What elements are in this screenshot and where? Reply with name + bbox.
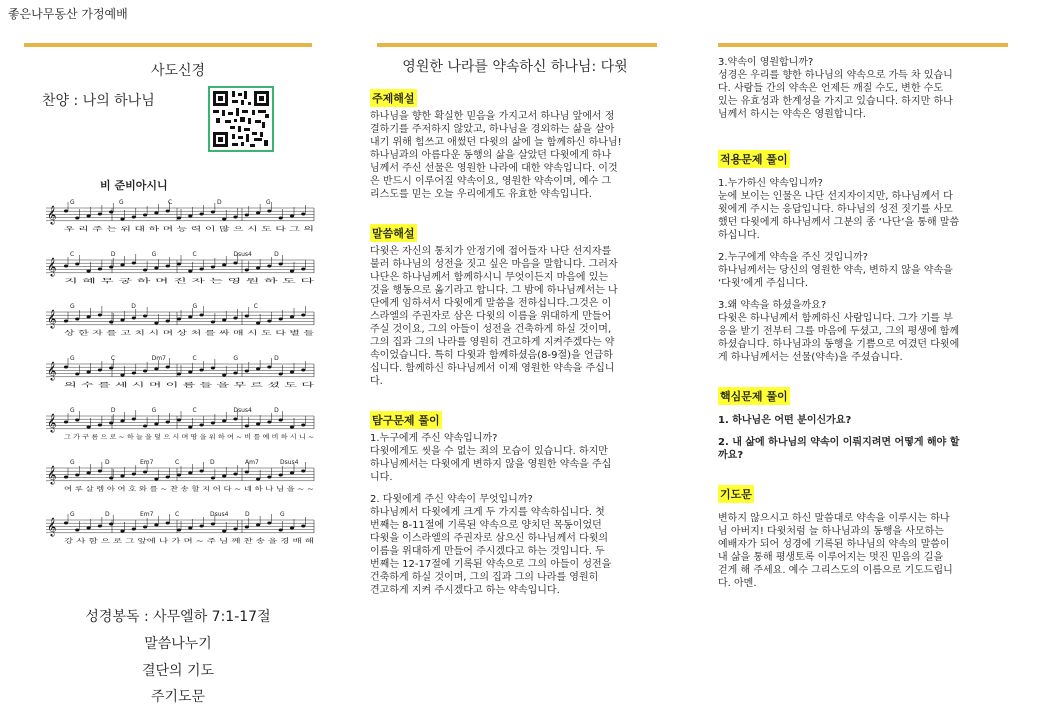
lords-prayer: 주기도문 (150, 689, 206, 705)
lyric-line: 그 가 구 름 으 로 ~ 하 늘 을 덮 으 시 며 땅 을 위 하 여 ~ 비 를 예 비 하 시 니 ~ (64, 434, 283, 441)
note-head (267, 476, 271, 479)
chord-label: D (105, 459, 110, 466)
apply-q2-line: 2.누구에게 약속을 주신 것입니까? (718, 252, 868, 263)
chord-label: G (70, 459, 75, 466)
word-text-line: 그의 집과 그의 나라를 영원히 견고하게 지켜주겠다는 약 (370, 337, 615, 348)
note-head (109, 321, 113, 324)
note-head (290, 371, 294, 374)
prayer-text-line: 예배자가 되어 성경에 기록된 하나님의 약속의 말씀이 (718, 539, 950, 550)
note-head (279, 419, 283, 422)
explore-q3-line: 3.약속이 영원합니까? (718, 57, 814, 68)
note-head (200, 424, 204, 427)
apply-q2 (718, 251, 1018, 290)
core-q1: 1. 하나님은 어떤 분이신가요? (718, 415, 852, 426)
note-head (154, 368, 158, 371)
word-text-line: 다윗은 자신의 통치가 안정기에 접어들자 나단 선지자를 (370, 246, 612, 257)
treble-clef-icon: 𝄞 (47, 465, 57, 484)
note-head (87, 270, 91, 273)
note-head (166, 421, 170, 424)
note-head (290, 316, 294, 319)
word-text-line: 십니다. 함께하신 하나님께서 이제 영원한 약속을 주십니 (370, 363, 615, 374)
chord-label: C (168, 199, 173, 206)
note-head (120, 530, 124, 533)
note-head (211, 422, 215, 425)
theme-text-line: 님께서 주신 선물은 영원한 나라에 대한 약속입니다. 이것 (370, 163, 618, 174)
note-head (200, 470, 204, 473)
note-head (256, 524, 260, 527)
chord-label: C (175, 511, 180, 518)
note-head (98, 213, 102, 216)
note-head (245, 315, 249, 318)
sermon-title: 영원한 나라를 약속하신 하나님: 다윗 (402, 59, 628, 75)
note-head (166, 522, 170, 525)
explore-q1 (370, 432, 660, 484)
prayer-heading: 기도문 (718, 485, 754, 503)
note-head (301, 369, 305, 372)
note-head (200, 525, 204, 528)
chord-label: G (70, 199, 75, 206)
chord-label: Dsus4 (210, 511, 229, 518)
note-head (200, 314, 204, 317)
note-head (188, 527, 192, 530)
note-head (279, 529, 283, 532)
note-head (233, 262, 237, 265)
sheet-music (42, 180, 324, 550)
note-head (143, 526, 147, 529)
prayer-text-line: 변하지 않으시고 하신 말씀대로 약속을 이루시는 하나 (718, 513, 950, 524)
theme-text (370, 110, 660, 201)
chord-label: C (110, 355, 116, 362)
apply-heading: 적용문제 풀이 (718, 150, 790, 168)
chord-label: C (253, 303, 258, 310)
explore-q2-line: 다윗을 이스라엘의 주권자로 삼으신 하나님께서 다윗의 (370, 533, 609, 544)
explore-q1-line: 하나님께서는 다윗에게 변하지 않을 영원한 약속을 주십 (370, 459, 612, 470)
explore-q1-line: 1.누구에게 주신 약속입니까? (370, 433, 498, 444)
chord-label: G (266, 199, 271, 206)
apply-q3-line: 하셨습니다. 하나님과의 동행을 기쁨으로 여겼던 다윗에 (718, 339, 960, 350)
prayer-of-decision: 결단의 기도 (141, 663, 215, 679)
theme-text-line: 결하기를 주저하지 않았고, 하나님을 경외하는 삶을 살아 (370, 124, 615, 135)
prayer-text (718, 512, 1018, 590)
note-head (75, 529, 79, 532)
note-head (177, 373, 181, 376)
explore-q2-line: 번째는 8-11절에 기록된 약속으로 양치던 목동이었던 (370, 520, 602, 531)
note-head (132, 262, 136, 265)
note-head (143, 214, 147, 217)
word-heading: 말씀해설 (370, 224, 417, 242)
note-head (256, 322, 260, 325)
chord-label: D (210, 459, 215, 466)
note-head (64, 265, 68, 268)
note-head (290, 215, 294, 218)
lyric-line: 강 사 함 으 로 그 앞에 나 가 며 ~ 주 님 께 찬 송 을 경 배 해 (64, 538, 227, 545)
apply-q3-line: 3.왜 약속을 하셨을까요? (718, 300, 827, 311)
note-head (109, 477, 113, 480)
note-head (245, 526, 249, 529)
chord-label: G (70, 303, 75, 310)
word-text-line: 것을 행동으로 옮기라고 합니다. 그 밤에 하나님께서는 나 (370, 285, 618, 296)
note-head (233, 216, 237, 219)
note-head (166, 265, 170, 268)
word-text-line: 다. (370, 376, 383, 387)
note-head (87, 472, 91, 475)
note-head (279, 217, 283, 220)
core-q2 (718, 436, 1018, 462)
note-head (245, 471, 249, 474)
note-head (154, 322, 158, 325)
note-head (245, 214, 249, 217)
document-header: 좋은나무동산 가정예배 (8, 7, 128, 21)
note-head (75, 318, 79, 321)
chord-label: D (105, 511, 110, 518)
note-head (98, 268, 102, 271)
apply-q3-line: 응을 받기 전부터 그를 마음에 두셨고, 그의 평생에 함께 (718, 326, 960, 337)
sharing: 말씀나누기 (144, 636, 212, 652)
note-head (109, 422, 113, 425)
note-head (166, 476, 170, 479)
note-head (188, 426, 192, 429)
note-head (301, 268, 305, 271)
note-head (290, 270, 294, 273)
lyric-line: 의 수 를 세 시 며 이 름 들 을 부 르 셨 도 다 (64, 382, 182, 389)
prayer-text-line: 내 삶을 통해 평생토록 이루어지는 멋진 믿음의 길을 (718, 552, 944, 563)
note-head (166, 366, 170, 369)
explore-q2 (370, 493, 660, 597)
chord-label: D (274, 251, 279, 258)
apply-q3 (718, 299, 1018, 364)
note-head (301, 424, 305, 427)
note-head (200, 369, 204, 372)
note-head (75, 263, 79, 266)
note-head (256, 478, 260, 481)
note-head (75, 474, 79, 477)
note-head (75, 217, 79, 220)
note-head (211, 321, 215, 324)
theme-text-line: 은 반드시 이루어질 약속이요, 영원한 약속이며, 예수 그 (370, 176, 612, 187)
note-head (143, 370, 147, 373)
note-head (143, 471, 147, 474)
note-head (279, 373, 283, 376)
chord-label: G (280, 511, 285, 518)
explore-q3-line: 있는 유효성과 한계성을 가지고 있습니다. 하지만 하나 (718, 96, 953, 107)
note-head (120, 319, 124, 322)
word-text-line: 주실 것이요, 그의 아들이 성전을 건축하게 하실 것이며, (370, 324, 612, 335)
note-head (267, 522, 271, 525)
note-head (211, 211, 215, 214)
note-head (177, 529, 181, 532)
note-head (132, 473, 136, 476)
note-head (200, 213, 204, 216)
chord-label: C (70, 251, 75, 258)
word-text-line: 나단은 하나님께서 함께하시니 무엇이든지 마음에 있는 (370, 272, 609, 283)
note-head (64, 522, 68, 525)
theme-text-line: 리스도를 믿는 오늘 우리에게도 유효한 약속입니다. (370, 189, 592, 200)
note-head (132, 418, 136, 421)
note-head (222, 530, 226, 533)
note-head (200, 268, 204, 271)
apply-q2-line: ‘다윗’에게 주십니다. (718, 278, 808, 289)
note-head (188, 371, 192, 374)
chord-label: D (110, 251, 116, 258)
note-head (245, 370, 249, 373)
note-head (98, 470, 102, 473)
note-head (154, 524, 158, 527)
chord-label: G (70, 355, 75, 362)
note-head (120, 264, 124, 267)
note-head (211, 523, 215, 526)
explore-q3 (718, 56, 1018, 121)
note-head (120, 475, 124, 478)
note-head (222, 420, 226, 423)
column-divider-middle (377, 43, 657, 47)
apply-q1-line: 윗에게 주시는 응답입니다. 하나님의 성전 짓기를 사모 (718, 204, 953, 215)
note-head (222, 264, 226, 267)
note-head (132, 372, 136, 375)
column-divider-left (24, 43, 312, 47)
note-head (188, 270, 192, 273)
note-head (132, 317, 136, 320)
note-head (267, 366, 271, 369)
note-head (177, 419, 181, 422)
note-head (256, 368, 260, 371)
note-head (98, 369, 102, 372)
note-head (301, 525, 305, 528)
explore-heading: 탐구문제 풀이 (370, 411, 442, 429)
note-head (301, 213, 305, 216)
note-head (177, 318, 181, 321)
chord-label: G (151, 407, 157, 414)
chord-label: G (119, 199, 124, 206)
note-head (64, 210, 68, 213)
treble-clef-icon: 𝄞 (47, 309, 57, 328)
note-head (177, 474, 181, 477)
explore-q2-line: 견고하게 지켜 주시겠다고 하는 약속입니다. (370, 585, 560, 596)
apply-q3-line: 다윗은 하나님께서 함께하신 사람입니다. 그가 기를 부 (718, 313, 953, 324)
chord-label: D (245, 511, 250, 518)
note-head (109, 367, 113, 370)
note-head (290, 527, 294, 530)
note-head (143, 425, 147, 428)
apply-q2-line: 하나님께서는 당신의 영원한 약속, 변하지 않을 약속을 (718, 265, 953, 276)
note-head (98, 424, 102, 427)
note-head (132, 216, 136, 219)
note-head (301, 470, 305, 473)
chord-label: C (192, 251, 197, 258)
note-head (245, 425, 249, 428)
chord-label: C (192, 355, 197, 362)
chord-label: G (233, 355, 238, 362)
score-title: 비 준비아시니 (100, 179, 168, 192)
chord-label: D (274, 355, 279, 362)
note-head (64, 320, 68, 323)
chord-label: G (151, 251, 157, 258)
note-head (222, 319, 226, 322)
chord-label: D (131, 303, 136, 310)
chord-label: Em7 (140, 459, 154, 466)
bible-reading: 성경봉독 : 사무엘하 7:1-17절 (85, 609, 271, 625)
prayer-text-line: 걷게 해 주세요. 예수 그리스도의 이름으로 기도드립니 (718, 565, 953, 576)
core-heading: 핵심문제 풀이 (718, 387, 790, 405)
column-divider-right (718, 43, 1008, 47)
chord-label: G (70, 511, 75, 518)
note-head (75, 419, 79, 422)
note-head (290, 472, 294, 475)
note-head (279, 318, 283, 321)
word-text-line: 속이었습니다. 특히 다윗과 함께하셨음(8-9절)을 언급하 (370, 350, 613, 361)
chord-label: G (70, 407, 75, 414)
apply-q1-line: 하십니다. (718, 230, 760, 241)
note-head (222, 475, 226, 478)
treble-clef-icon: 𝄞 (47, 517, 57, 536)
note-head (120, 420, 124, 423)
note-head (64, 366, 68, 369)
note-head (109, 523, 113, 526)
note-head (120, 374, 124, 377)
note-head (290, 426, 294, 429)
apply-q1-line: 1.누가하신 약속입니까? (718, 178, 823, 189)
chord-label: D (217, 199, 222, 206)
chord-label: Dm7 (151, 355, 166, 362)
note-head (154, 478, 158, 481)
apply-q3-line: 게 하나님께서는 선물(약속)을 주셨습니다. (718, 352, 903, 363)
apply-q1 (718, 177, 1018, 242)
note-head (177, 263, 181, 266)
note-head (120, 218, 124, 221)
lyric-line: 지 혜 무 궁 하 며 진 자 는 영 원 하 도 다 (64, 278, 174, 285)
note-head (233, 528, 237, 531)
chord-label: Am7 (245, 459, 259, 466)
explore-q2-line: 번째는 12-17절에 기록된 약속으로 그의 아들이 성전을 (370, 559, 612, 570)
theme-text-line: 하나님과의 아름다운 동행의 삶을 살았던 다윗에게 하나 (370, 150, 612, 161)
word-text (370, 245, 660, 388)
prayer-text-line: 님 아버지! 다윗처럼 늘 하나님과의 동행을 사모하는 (718, 526, 944, 537)
chord-label: C (175, 459, 180, 466)
note-head (64, 476, 68, 479)
note-head (98, 525, 102, 528)
theme-text-line: 하나님을 향한 확실한 믿음을 가지고서 하나님 앞에서 정 (370, 111, 615, 122)
explore-q3-line: 다. 사람들 간의 약속은 언제든 깨질 수도, 변한 수도 (718, 83, 943, 94)
note-head (87, 371, 91, 374)
note-head (267, 320, 271, 323)
note-head (87, 215, 91, 218)
note-head (222, 218, 226, 221)
note-head (256, 267, 260, 270)
note-head (222, 374, 226, 377)
apostles-creed: 사도신경 (150, 63, 206, 79)
explore-q1-line: 니다. (370, 472, 393, 483)
word-text-line: 단에게 임하셔서 다윗에게 말씀을 전하십니다.그것은 이 (370, 298, 612, 309)
explore-q1-line: 다윗에게도 씻을 수 없는 죄의 모습이 있습니다. 하지만 (370, 446, 608, 457)
note-head (109, 211, 113, 214)
note-head (233, 473, 237, 476)
chord-label: Dsus4 (280, 459, 299, 466)
explore-q3-line: 님께서 하시는 약속은 영원합니다. (718, 109, 866, 120)
chord-label: D (274, 407, 279, 414)
note-head (109, 266, 113, 269)
prayer-text-line: 다. 아멘. (718, 578, 757, 589)
note-head (188, 316, 192, 319)
explore-q2-line: 하나님께서 다윗에게 크게 두 가지를 약속하십니다. 첫 (370, 507, 605, 518)
core-q2-line: 까요? (718, 450, 744, 461)
note-head (87, 426, 91, 429)
note-head (143, 315, 147, 318)
treble-clef-icon: 𝄞 (47, 413, 57, 432)
note-head (154, 267, 158, 270)
explore-q3-line: 성경은 우리를 향한 하나님의 약속으로 가득 차 있습니 (718, 70, 953, 81)
hymn-title: 찬양 : 나의 하나님 (42, 93, 155, 109)
chord-label: Em7 (140, 511, 154, 518)
chord-label: G (192, 303, 198, 310)
note-head (154, 212, 158, 215)
note-head (166, 320, 170, 323)
note-head (233, 317, 237, 320)
note-head (188, 472, 192, 475)
qr-code-icon[interactable] (208, 86, 274, 152)
note-head (279, 263, 283, 266)
note-head (256, 212, 260, 215)
note-head (166, 210, 170, 213)
theme-text-line: 내기 위해 힘쓰고 애썼던 다윗의 삶에 늘 함께하신 하나님! (370, 137, 622, 148)
core-q2-line: 2. 내 삶에 하나님의 약속이 이뤄지려면 어떻게 해야 할 (718, 437, 960, 448)
apply-q1-line: 눈에 보이는 인물은 나단 선지자이지만, 하나님께서 다 (718, 191, 953, 202)
explore-q2-line: 2. 다윗에게 주신 약속이 무엇입니까? (370, 494, 533, 505)
chord-label: C (192, 407, 197, 414)
note-head (245, 269, 249, 272)
note-head (132, 528, 136, 531)
note-head (211, 266, 215, 269)
theme-heading: 주제해설 (370, 89, 417, 107)
note-head (87, 316, 91, 319)
treble-clef-icon: 𝄞 (47, 361, 57, 380)
word-text-line: 불러 하나님의 성전을 짓고 싶은 마음을 말합니다. 그러자 (370, 259, 618, 270)
note-head (143, 269, 147, 272)
note-head (267, 421, 271, 424)
note-head (211, 367, 215, 370)
word-text-line: 스라엘의 주권자로 삼은 다윗의 이름을 위대하게 만들어 (370, 311, 612, 322)
treble-clef-icon: 𝄞 (47, 205, 57, 224)
chord-label: Dsus4 (233, 407, 252, 414)
note-head (267, 210, 271, 213)
lyric-line: 우 리 주 는 위 대 하 며 능 력 이 많 으 시 도 다 그 의 (64, 226, 206, 233)
note-head (301, 314, 305, 317)
note-head (233, 418, 237, 421)
chord-label: D (110, 407, 116, 414)
note-head (154, 423, 158, 426)
note-head (267, 265, 271, 268)
explore-q2-line: 이름을 위대하게 만들어 주시겠다고 하는 것입니다. 두 (370, 546, 605, 557)
note-head (233, 372, 237, 375)
note-head (256, 423, 260, 426)
note-head (188, 215, 192, 218)
note-head (75, 373, 79, 376)
chord-label: Dsus4 (233, 251, 252, 258)
note-head (279, 474, 283, 477)
explore-q2-line: 건축하게 하실 것이며, 그의 집과 그의 나라를 영원히 (370, 572, 599, 583)
note-head (87, 527, 91, 530)
note-head (64, 421, 68, 424)
apply-q1-line: 했던 다윗에게 하나님께서 그분의 종 ‘나단’을 통해 말씀 (718, 217, 960, 228)
note-head (98, 314, 102, 317)
lyric-line: 여 루 살 렘 아 여 호 와 를 ~ 찬 송 할 지 어 다 ~ 네 하 나 님 을 ~ ~ (64, 486, 250, 493)
note-head (211, 477, 215, 480)
note-head (177, 217, 181, 220)
lyric-line: 상 한 자 를 고 치 시 며 상 처 를 싸 매 시 도 다 별 들 (64, 330, 206, 337)
treble-clef-icon: 𝄞 (47, 257, 57, 276)
